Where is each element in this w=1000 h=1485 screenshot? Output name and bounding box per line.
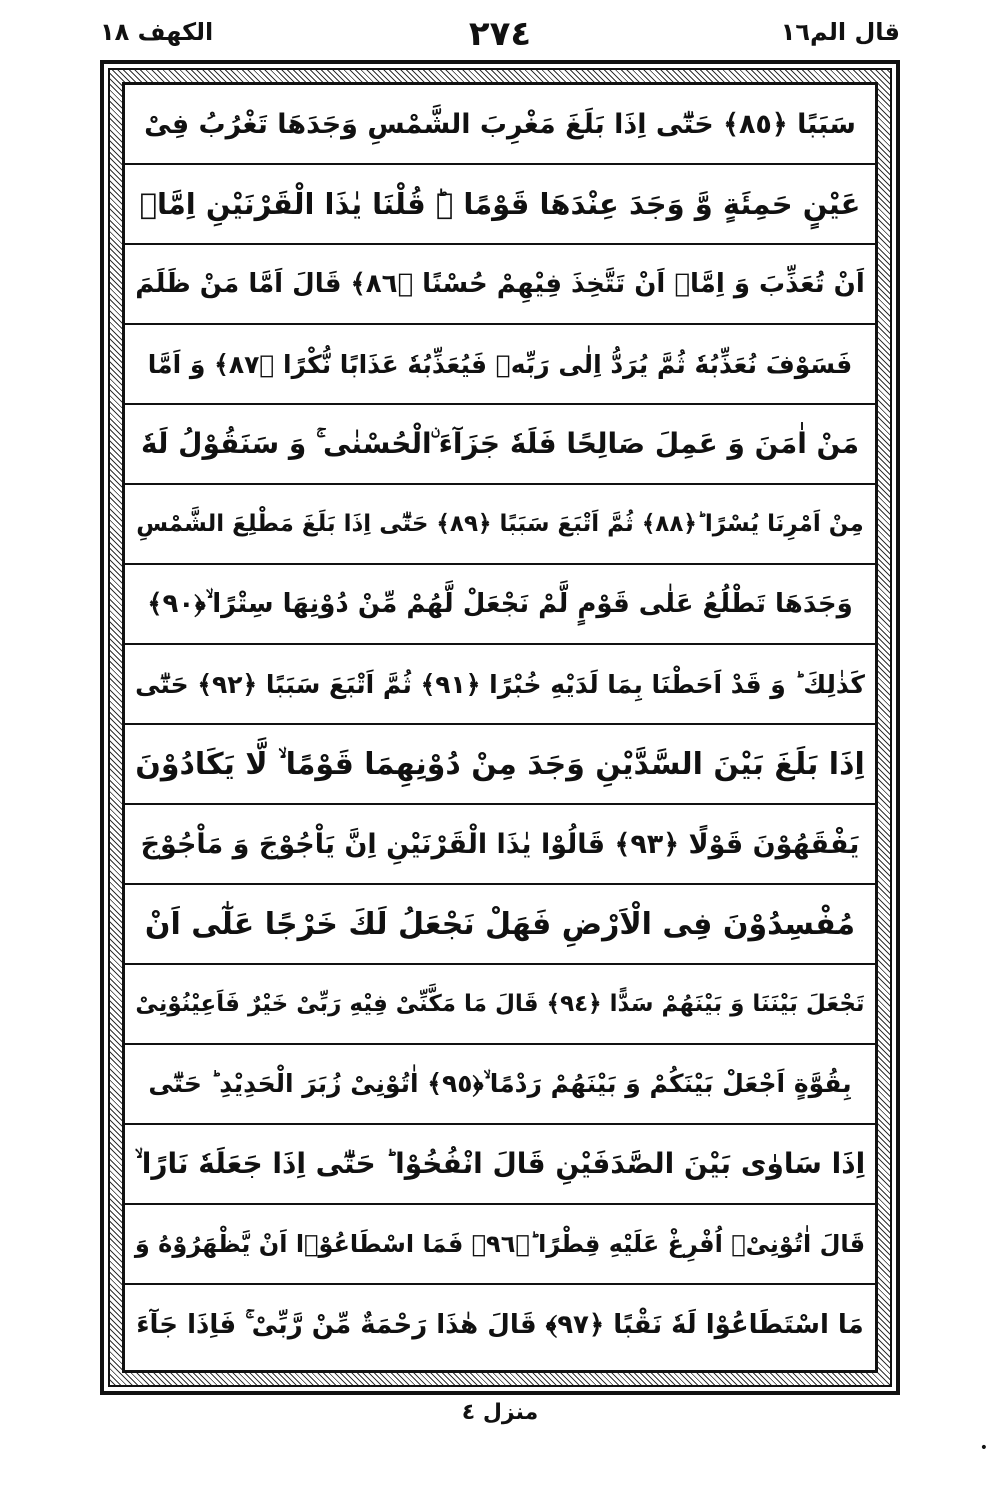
verse-line-6: مِنْ اَمْرِنَا يُسْرًا ؕ﴿٨٨﴾ ثُمَّ اَتْبَعَ سَبَبًا ﴿٨٩﴾ حَتّٰٓى اِذَا بَلَغَ مَطْلِعَ الشَّمْسِ	[125, 485, 875, 565]
surah-label: الكهف ١٨	[100, 18, 214, 46]
verse-line-4: فَسَوْفَ نُعَذِّبُهٗ ثُمَّ يُرَدُّ اِلٰى رَبِّهٖ فَيُعَذِّبُهٗ عَذَابًا نُّكْرًا ﴿٨٧﴾ وَ اَمَّا	[125, 325, 875, 405]
juz-label: قال الم١٦	[780, 18, 900, 46]
verse-line-1: سَبَبًا ﴿٨٥﴾ حَتّٰٓى اِذَا بَلَغَ مَغْرِبَ الشَّمْسِ وَجَدَهَا تَغْرُبُ فِىْ	[125, 85, 875, 165]
page-header	[100, 14, 900, 62]
verse-line-2: عَيْنٍ حَمِئَةٍ وَّ وَجَدَ عِنْدَهَا قَوْمًا ۬ؕ قُلْنَا يٰذَا الْقَرْنَيْنِ اِمَّاۤ	[125, 165, 875, 245]
verse-lines	[125, 85, 875, 1370]
verse-line-14: اِذَا سَاوٰى بَيْنَ الصَّدَفَيْنِ قَالَ انْفُخُوْا ؕ حَتّٰٓى اِذَا جَعَلَهٗ نَارًا ۙ	[125, 1125, 875, 1205]
verse-line-5: مَنْ اٰمَنَ وَ عَمِلَ صَالِحًا فَلَهٗ جَزَآءَ ۨالْحُسْنٰى ۚ وَ سَنَقُوْلُ لَهٗ	[125, 405, 875, 485]
manzil-label: منزل ٤	[461, 1400, 539, 1425]
verse-line-9: اِذَا بَلَغَ بَيْنَ السَّدَّيْنِ وَجَدَ مِنْ دُوْنِهِمَا قَوْمًا ۙ لَّا يَكَادُوْنَ	[125, 725, 875, 805]
corner-dot: •	[979, 1440, 988, 1456]
verse-line-7: وَجَدَهَا تَطْلُعُ عَلٰى قَوْمٍ لَّمْ نَجْعَلْ لَّهُمْ مِّنْ دُوْنِهَا سِتْرًا ۙ﴿٩٠﴾	[125, 565, 875, 645]
verse-line-13: بِقُوَّةٍ اَجْعَلْ بَيْنَكُمْ وَ بَيْنَهُمْ رَدْمًا ۙ﴿٩٥﴾ اٰتُوْنِىْ زُبَرَ الْحَدِيْدِ ؕ حَتّٰٓى	[125, 1045, 875, 1125]
text-panel	[122, 82, 878, 1373]
verse-line-16: مَا اسْتَطَاعُوْا لَهٗ نَقْبًا ﴿٩٧﴾ قَالَ هٰذَا رَحْمَةٌ مِّنْ رَّبِّىْ ۚ فَاِذَا جَآءَ	[136, 1309, 864, 1340]
page-number: ٢٧٤	[468, 14, 532, 54]
verse-line-11: مُفْسِدُوْنَ فِى الْاَرْضِ فَهَلْ نَجْعَلُ لَكَ خَرْجًا عَلٰٓى اَنْ	[125, 885, 875, 965]
verse-line-3: اَنْ تُعَذِّبَ وَ اِمَّاۤ اَنْ تَتَّخِذَ فِيْهِمْ حُسْنًا ﴿٨٦﴾ قَالَ اَمَّا مَنْ ظَلَمَ	[125, 245, 875, 325]
verse-line-15: قَالَ اٰتُوْنِىْۤ اُفْرِغْ عَلَيْهِ قِطْرًا ؕ﴿٩٦﴾ فَمَا اسْطَاعُوْۤا اَنْ يَّظْهَرُوْهُ وَ	[125, 1205, 875, 1285]
verse-line-10: يَفْقَهُوْنَ قَوْلًا ﴿٩٣﴾ قَالُوْا يٰذَا الْقَرْنَيْنِ اِنَّ يَاْجُوْجَ وَ مَاْجُوْجَ	[125, 805, 875, 885]
page-frame	[100, 60, 900, 1395]
verse-line-8: كَذٰلِكَ ؕ وَ قَدْ اَحَطْنَا بِمَا لَدَيْهِ خُبْرًا ﴿٩١﴾ ثُمَّ اَتْبَعَ سَبَبًا ﴿٩٢﴾ حَتّٰٓى	[125, 645, 875, 725]
verse-line-12: تَجْعَلَ بَيْنَنَا وَ بَيْنَهُمْ سَدًّا ﴿٩٤﴾ قَالَ مَا مَكَّنِّىْ فِيْهِ رَبِّىْ خَيْرٌ فَاَعِيْنُوْنِىْ	[125, 965, 875, 1045]
